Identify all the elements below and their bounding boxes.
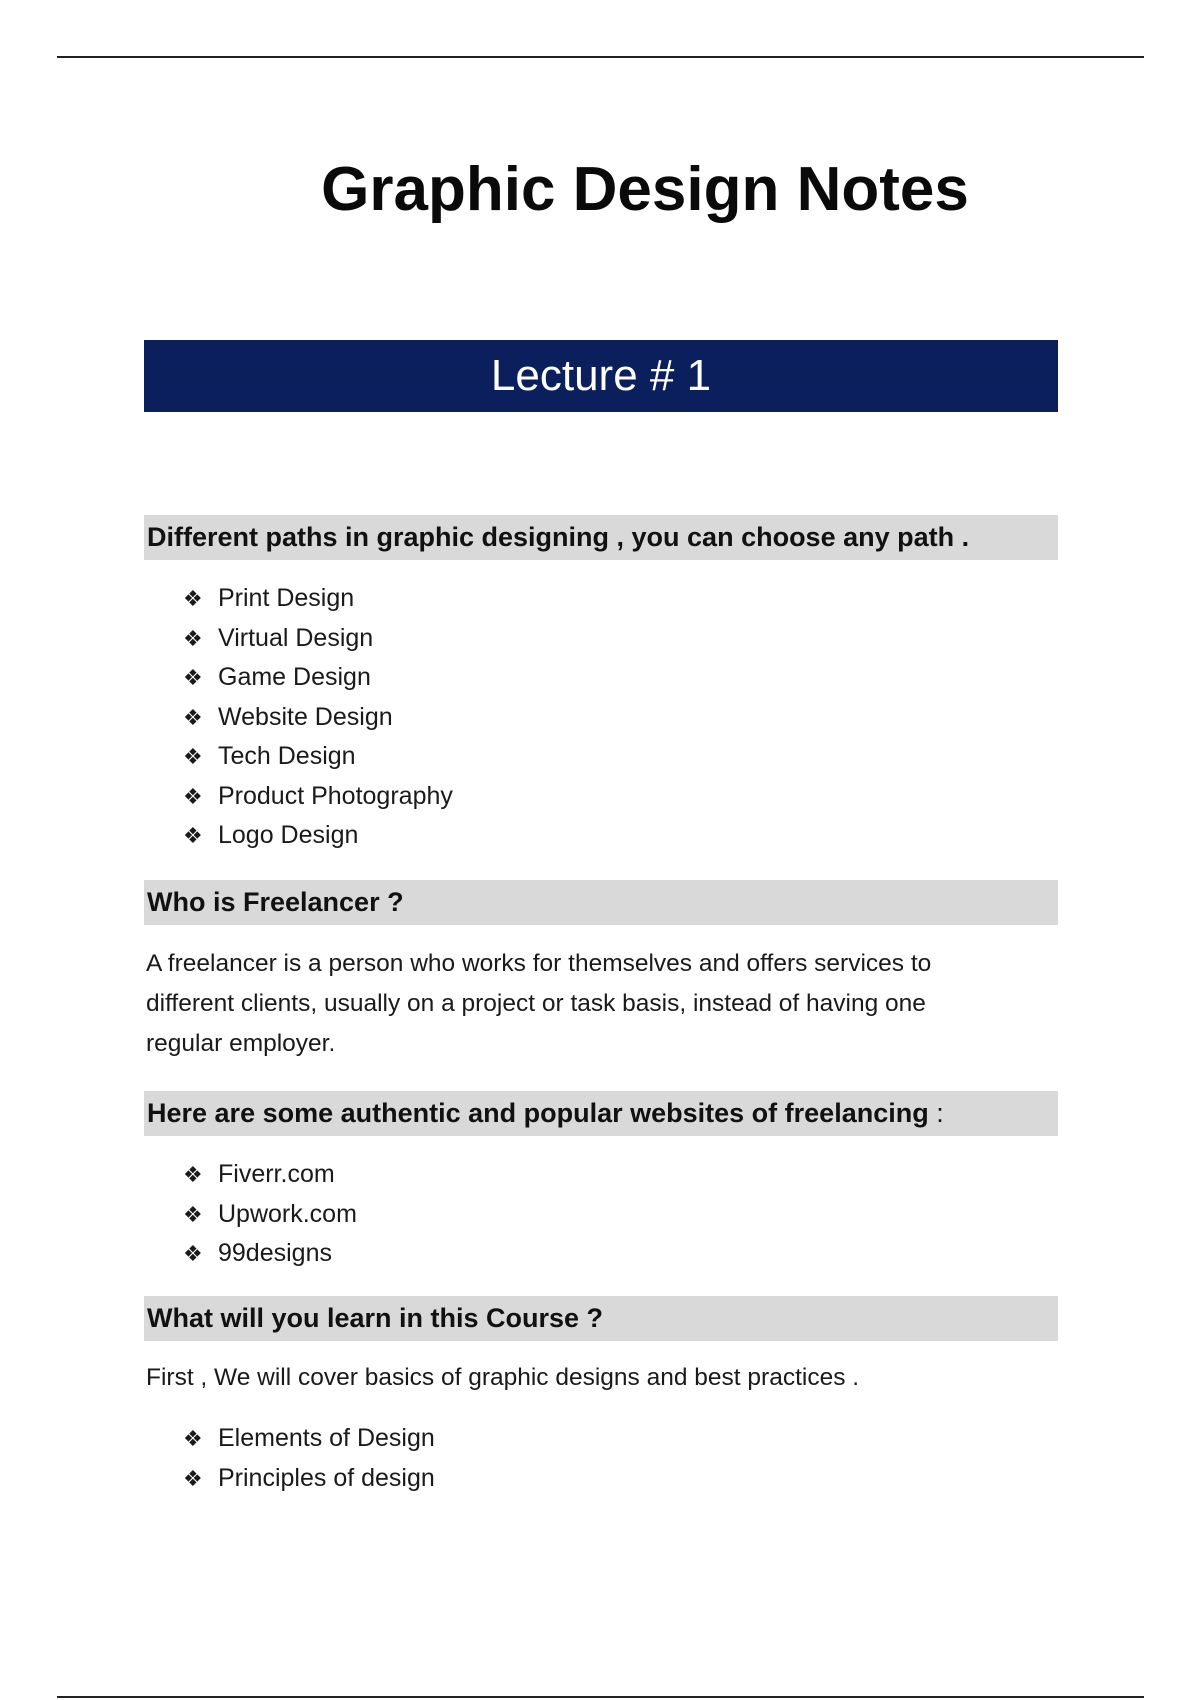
list-item (183, 579, 453, 619)
section-heading-freelancer: Who is Freelancer ? (144, 880, 1058, 925)
list-item-label: Print Design (218, 584, 355, 612)
diamond-bullet-icon: ❖ (183, 704, 203, 730)
section-heading-websites (144, 1091, 1058, 1136)
diamond-bullet-icon: ❖ (183, 744, 203, 769)
list-item-label: 99designs (218, 1239, 332, 1267)
diamond-bullet-icon: ❖ (183, 823, 203, 848)
list-item (183, 698, 453, 738)
diamond-bullet-icon: ❖ (183, 625, 203, 651)
paragraph-line: different clients, usually on a project or task basis, instead of having one (146, 990, 926, 1017)
list-item (183, 1155, 357, 1195)
list-item-label: Tech Design (218, 742, 356, 770)
diamond-bullet-icon: ❖ (183, 1241, 203, 1266)
document-title: Graphic Design Notes (321, 155, 969, 224)
diamond-bullet-icon: ❖ (183, 586, 203, 611)
course-intro: First , We will cover basics of graphic designs and best practices . (146, 1364, 860, 1391)
list-item (183, 1234, 357, 1274)
diamond-bullet-icon: ❖ (183, 665, 203, 690)
list-item-label: Upwork.com (218, 1199, 357, 1228)
diamond-bullet-icon: ❖ (183, 1201, 203, 1227)
section-heading-text: Here are some authentic and popular websites of freelancing (147, 1098, 929, 1128)
list-item (183, 1459, 435, 1499)
list-item-label: Principles of design (218, 1463, 435, 1492)
list-item-label: Elements of Design (218, 1424, 435, 1452)
diamond-bullet-icon: ❖ (183, 783, 203, 809)
diamond-bullet-icon: ❖ (183, 1465, 203, 1491)
course-list (183, 1419, 435, 1498)
list-item-label: Product Photography (218, 781, 453, 810)
paragraph-line: A freelancer is a person who works for themselves and offers services to (146, 950, 932, 977)
list-item (183, 1419, 435, 1459)
section-heading-paths: Different paths in graphic designing , you can choose any path . (144, 515, 1058, 560)
bottom-rule (57, 1696, 1144, 1698)
list-item (183, 777, 453, 817)
list-item-label: Fiverr.com (218, 1160, 335, 1188)
list-item-label: Virtual Design (218, 623, 374, 652)
list-item-label: Website Design (218, 702, 393, 731)
section-heading-suffix: : (928, 1098, 944, 1128)
section-heading-course: What will you learn in this Course ? (144, 1296, 1058, 1341)
list-item (183, 737, 453, 777)
diamond-bullet-icon: ❖ (183, 1162, 203, 1187)
list-item (183, 1195, 357, 1235)
list-item (183, 658, 453, 698)
list-item (183, 816, 453, 856)
list-item (183, 619, 453, 659)
list-item-label: Logo Design (218, 821, 359, 849)
top-rule (57, 56, 1144, 58)
paragraph-line: regular employer. (146, 1030, 336, 1057)
paths-list (183, 579, 453, 856)
websites-list (183, 1155, 357, 1274)
freelancer-paragraph (146, 944, 1046, 1064)
list-item-label: Game Design (218, 663, 371, 691)
diamond-bullet-icon: ❖ (183, 1426, 203, 1451)
lecture-banner: Lecture # 1 (144, 340, 1058, 412)
